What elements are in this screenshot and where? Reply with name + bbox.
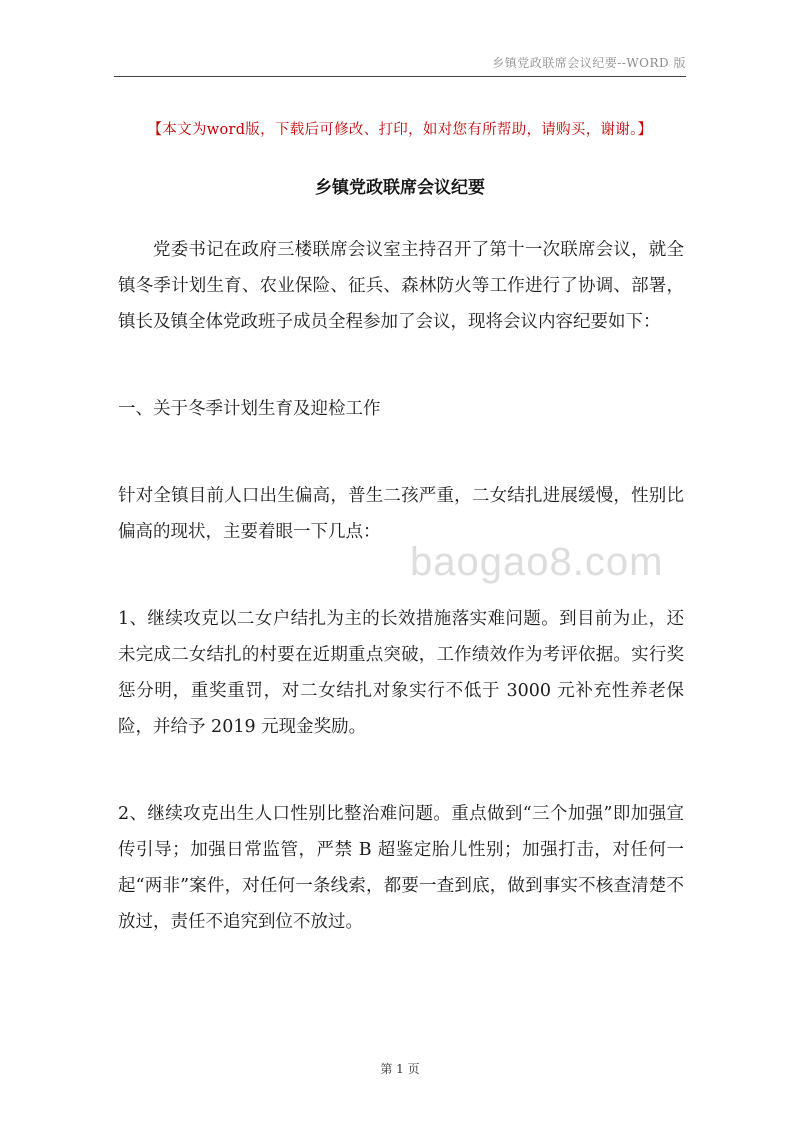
document-body [118, 232, 684, 940]
section-lead-paragraph: 针对全镇目前人口出生偏高，普生二孩严重，二女结扎进展缓慢，性别比偏高的现状，主要着眼一下几点： [118, 486, 684, 542]
watermark: baogao8.com [410, 540, 664, 584]
running-header: 乡镇党政联席会议纪要--WORD 版 [492, 56, 686, 70]
document-title: 乡镇党政联席会议纪要 [315, 178, 485, 198]
purchase-notice: 【本文为word版，下载后可修改、打印，如对您有所帮助，请购买，谢谢。】 [147, 122, 653, 138]
intro-paragraph: 党委书记在政府三楼联席会议室主持召开了第十一次联席会议，就全镇冬季计划生育、农业保险、征兵、森林防火等工作进行了协调、部署，镇长及镇全体党政班子成员全程参加了会议，现将会议内容纪要如下： [118, 240, 684, 332]
item-paragraph-2: 2、继续攻克出生人口性别比整治难问题。重点做到“三个加强”即加强宣传引导；加强日常监管，严禁 B 超鉴定胎儿性别；加强打击，对任何一起“两非”案件，对任何一条线索，都要一查到底，做到事实不核查清楚不放过，责任不追究到位不放过。 [118, 804, 684, 932]
header-divider [114, 76, 686, 77]
item-paragraph-1: 1、继续攻克以二女户结扎为主的长效措施落实难问题。到目前为止，还未完成二女结扎的村要在近期重点突破，工作绩效作为考评依据。实行奖惩分明，重奖重罚，对二女结扎对象实行不低于 3000 元补充性养老保险，并给予 2019 元现金奖励。 [118, 609, 684, 737]
section-heading: 一、关于冬季计划生育及迎检工作 [118, 399, 381, 419]
page-number: 第 1 页 [380, 1062, 420, 1076]
